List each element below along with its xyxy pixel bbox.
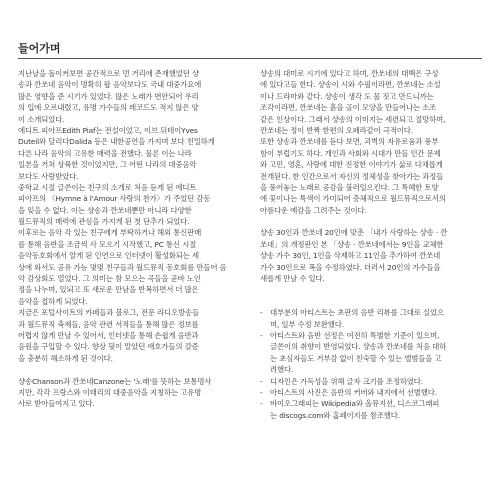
text-line: 샹송Chanson과 깐쏘네Canzone는 '노래'를 뜻하는 보통명사 [18, 376, 212, 386]
text-line: 샹송 가수 30인, 1인을 삭제하고 11인을 추가하여 깐쏘네 [260, 251, 441, 261]
bullet-text: 려했다. [270, 365, 294, 375]
text-line: 에디트 피아프Edith Piaf는 전설이었고, 이브 뒤테이Yves [18, 125, 198, 135]
bullet-marker [260, 341, 270, 352]
bullet-marker: - [260, 330, 263, 340]
bullet-marker [260, 410, 270, 421]
paragraph-gap [260, 296, 482, 307]
bullet-line [260, 387, 482, 398]
bullet-marker: - [260, 376, 263, 386]
text-line: 이나 드라마와 같다. 샹송이 생각 도 물 짓고 만드니까는 [260, 91, 434, 101]
left-column [18, 68, 240, 410]
text-line: 같은 인상이다. 그래서 샹송의 이미지는 세련되고 절망하며, [260, 114, 446, 124]
text-line: 상에 와서도 공유 가능 몇몇 친구들과 월드뮤직 동호회를 만들어 음 [18, 262, 227, 272]
text-line: 음악동호회에서 알게 된 인연으로 인터넷이 활성화되는 세 [18, 251, 199, 261]
text-line: 중학교 시절 글쓴이는 친구의 소개로 처음 듣게 된 에디트 [18, 182, 197, 192]
text-line: 조각이라면, 깐쏘네는 흙을 골이 모양을 만들어나는 소조 [260, 103, 437, 113]
right-column [260, 68, 482, 421]
text-line: 이 소개되었다. [18, 114, 65, 124]
text-line: 악 감상회도 열었다. 그 의미는 참 모으는 곡들을 곧바 노인 [18, 274, 201, 284]
bullet-marker: - [260, 308, 263, 318]
text-line: 아름다운 예감을 그려주는 것이다. [260, 205, 367, 215]
text-line: 정을 나누며, 있되고 또 새로운 만남을 반복하면서 더 많은 [18, 285, 199, 295]
text-line: Duteil와 달리다Dalida 등은 내한공연을 가지며 보다 친밀하게 [18, 137, 215, 147]
text-line: 월드뮤직의 매력에 관심을 가지게 된 첫 단추가 되었다. [18, 217, 190, 227]
bullet-text: 는 초심자들도 거부감 없이 친숙할 수 있는 앨범들을 고 [270, 353, 442, 363]
bullet-text: 아티스트와 음반 선정은 여전히 특별한 기준이 있으며, [270, 330, 440, 340]
text-line: 을 풍어놓는 노래로 공감을 불러일으킨다. 그 특혜한 토양 [260, 182, 439, 192]
paragraph [18, 68, 240, 364]
text-line: 일본을 거쳐 상륙한 것이었지만, 그 어떤 나라의 대중음악 [18, 160, 197, 170]
text-line: 에 있다고들 한다. 샹송이 시와 수필이라면, 깐쏘네는 소설 [260, 80, 441, 90]
bullet-marker [260, 364, 270, 375]
text-line: 전개된다. 한 인간으로서 자신의 정체성을 찾아가는 과정들 [260, 171, 444, 181]
paragraph-gap [18, 364, 240, 375]
text-line: 샹송 30인과 깐쏘네 20인에 맞춘 「내가 사랑하는 샹송 · 깐 [260, 228, 448, 238]
text-line: 새롭게 만날 수 있다. [260, 274, 325, 284]
text-line: 와 고민, 영혼, 사랑에 대한 진정한 이야기가 삶로 다채롭게 [260, 160, 443, 170]
bullet-list [260, 307, 482, 421]
bullet-line [260, 307, 482, 318]
paragraph-gap [260, 284, 482, 295]
bullet-line [260, 398, 482, 409]
bullet-text: 며, 일부 수정 보완했다. [270, 319, 344, 329]
text-line: 에 꽃이나는 특색이 가미되어 층체적으로 월드뮤직으로서의 [260, 194, 446, 204]
text-line: 지금은 포털사이트의 카페들과 블로그, 전문 라디오방송들 [18, 308, 199, 318]
heading-rule [18, 58, 482, 59]
text-line: 을 충분히 해소하게 된 것이다. [18, 353, 113, 363]
paragraph [18, 376, 240, 410]
bullet-text: 글쓴이의 취향이 반영되었다. 샹송과 깐쏘네를 처음 대하 [270, 342, 447, 352]
bullet-marker: - [260, 387, 263, 397]
bullet-line [260, 319, 482, 330]
section-heading: 들어가며 [18, 42, 61, 55]
paragraph [260, 68, 482, 216]
bullet-text: 바이오그래피는 Wikipedia와 올뮤지션, 디스코그래피 [270, 399, 440, 409]
text-line: 음악을 접하게 되었다. [18, 296, 88, 306]
text-line: 샹송의 대미로 시기에 있다고 하며, 깐쏘네의 대백은 구성 [260, 69, 439, 78]
text-line: 이후로는 음악 각 있는 친구에게 부탁하거나 해외 통신판매 [18, 228, 202, 238]
text-line: 보다도 사랑받았다. [18, 171, 79, 181]
bullet-text: 아티스트의 사진은 음반의 커버와 내지에서 선별했다. [270, 387, 437, 397]
text-line: 어렵지 않게 만날 수 있어서, 인터넷을 통해 손쉽게 음반과 [18, 330, 199, 340]
bullet-line [260, 364, 482, 375]
bullet-line [260, 341, 482, 352]
paragraph-gap [260, 216, 482, 227]
bullet-marker: - [260, 399, 263, 409]
bullet-line [260, 410, 482, 421]
bullet-text: 디자인은 가독성을 위해 글자 크기를 조정하였다. [270, 376, 423, 386]
paragraph [260, 227, 482, 284]
bullet-line [260, 353, 482, 364]
text-line: 가수 30인으로 폭을 수정하였다. 더러서 20인의 가수들을 [260, 262, 441, 272]
text-line: 다른 나라 음악의 고유한 매력을 전했다. 물론 이는 나라 [18, 148, 192, 158]
text-line: 피아프의 〈Hymne à l'Amour 사랑의 찬가〉가 주었던 감동 [18, 194, 211, 204]
text-line: 과 월드뮤직 축제들, 음악 관련 서적들을 통해 많은 정보를 [18, 319, 199, 329]
bullet-text: 는 discogs.com와 홈페이지를 참조했다. [270, 410, 400, 420]
text-line: 함이 부럽기도 하다. 개인과 사회와 시대가 만들 인간 문제 [260, 148, 441, 158]
text-line: 음원을 구입할 수 있다. 향상 뒷이 말았던 애호가들의 갈증 [18, 342, 199, 352]
text-line: 지만, 각각 프랑스와 이태리의 대중음악을 지칭하는 고유명 [18, 387, 202, 397]
text-line: 의 입에 오르내렸고, 유명 가수들의 레코드도 적지 않은 양 [18, 103, 199, 113]
text-line: 를 통해 음반을 조금씩 사 모으기 시작했고, PC 통신 시절 [18, 239, 197, 249]
text-line: 깐쏘네는 정이 반짝 한편의 오페라같이 극적이다. [260, 125, 413, 135]
text-line: 지난날을 돌이켜보면 공간적으로 먼 거리에 존재했었던 샹 [18, 69, 199, 78]
text-line: 송과 깐쏘네 음악이 명확히 팝 음악보다도 국내 대중가요에 [18, 80, 202, 90]
bullet-line [260, 330, 482, 341]
text-line: 쏘네」의 개정판인 본 「샹송 · 깐쏘네에서는 9인을 교체한 [260, 239, 444, 249]
bullet-text: 대부분의 아티스트는 초판의 음반 리뷰를 그대로 실었으 [270, 308, 444, 318]
bullet-marker [260, 319, 270, 330]
bullet-marker [260, 353, 270, 364]
text-line: 또한 샹송과 깐쏘네를 듣다 보면, 괴벽의 자유로움과 풍부 [260, 137, 439, 147]
bullet-line [260, 376, 482, 387]
text-line: 많은 영향을 준 시기가 있었다. 많은 노래가 번안되어 우리 [18, 91, 199, 101]
text-line: 사로 받아들여지고 있다. [18, 399, 95, 409]
text-line: 을 잊을 수 없다. 이는 샹송과 깐쏘네뿐만 아니라 다양한 [18, 205, 192, 215]
